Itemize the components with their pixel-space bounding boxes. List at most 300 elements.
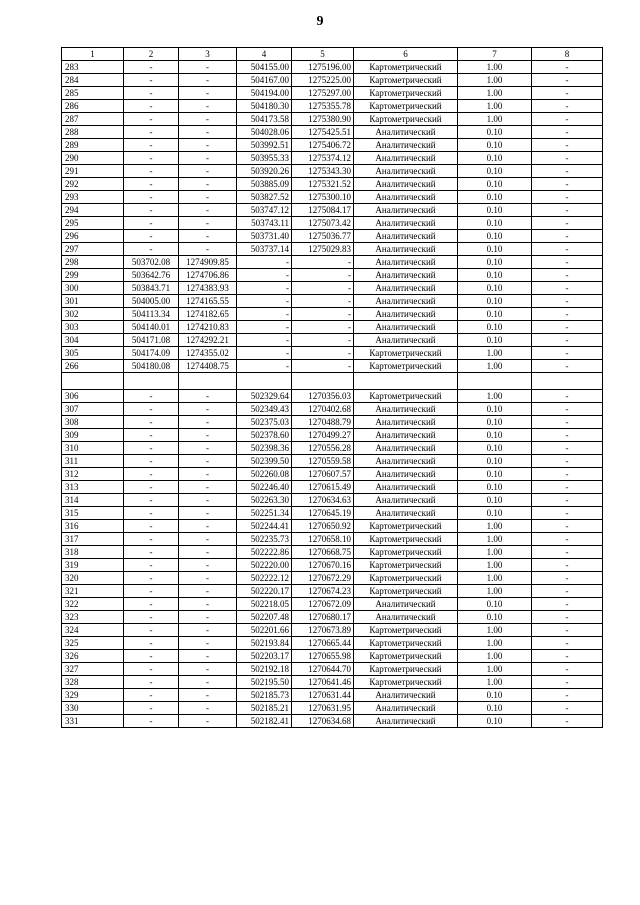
- x-coordinate-cell: 502260.08: [237, 468, 292, 481]
- column-header: 4: [237, 48, 292, 61]
- accuracy-cell: 0.10: [458, 334, 532, 347]
- accuracy-cell: 0.10: [458, 468, 532, 481]
- method-cell: Аналитический: [354, 308, 458, 321]
- y-coordinate-cell: 1270673.89: [292, 624, 354, 637]
- accuracy-cell: 0.10: [458, 217, 532, 230]
- y-coordinate-cell: 1270672.09: [292, 598, 354, 611]
- y-coordinate-cell: -: [179, 585, 237, 598]
- description-cell: -: [532, 282, 603, 295]
- x-coordinate-cell: -: [124, 481, 179, 494]
- method-cell: Картометрический: [354, 347, 458, 360]
- table-row: [62, 295, 603, 308]
- accuracy-cell: 1.00: [458, 113, 532, 126]
- description-cell: -: [532, 468, 603, 481]
- point-number-cell: 286: [62, 100, 124, 113]
- description-cell: -: [532, 455, 603, 468]
- y-coordinate-cell: 1275225.00: [292, 74, 354, 87]
- point-number-cell: 301: [62, 295, 124, 308]
- description-cell: -: [532, 598, 603, 611]
- method-cell: Аналитический: [354, 230, 458, 243]
- point-number-cell: 290: [62, 152, 124, 165]
- method-cell: Аналитический: [354, 204, 458, 217]
- x-coordinate-cell: -: [124, 663, 179, 676]
- description-cell: -: [532, 308, 603, 321]
- column-header: 1: [62, 48, 124, 61]
- y-coordinate-cell: -: [179, 572, 237, 585]
- point-number-cell: 326: [62, 650, 124, 663]
- method-cell: Картометрический: [354, 113, 458, 126]
- y-coordinate-cell: -: [179, 481, 237, 494]
- table-row: [62, 152, 603, 165]
- description-cell: -: [532, 520, 603, 533]
- y-coordinate-cell: 1275300.10: [292, 191, 354, 204]
- table-row: [62, 468, 603, 481]
- table-row: [62, 165, 603, 178]
- table-row: [62, 308, 603, 321]
- accuracy-cell: 0.10: [458, 269, 532, 282]
- x-coordinate-cell: -: [124, 217, 179, 230]
- method-cell: Картометрический: [354, 360, 458, 373]
- table-row: [62, 61, 603, 74]
- y-coordinate-cell: 1270631.95: [292, 702, 354, 715]
- point-number-cell: 308: [62, 416, 124, 429]
- y-coordinate-cell: 1270644.70: [292, 663, 354, 676]
- y-coordinate-cell: -: [179, 61, 237, 74]
- description-cell: -: [532, 256, 603, 269]
- accuracy-cell: 0.10: [458, 295, 532, 308]
- method-cell: Картометрический: [354, 676, 458, 689]
- x-coordinate-cell: 504113.34: [124, 308, 179, 321]
- y-coordinate-cell: -: [292, 256, 354, 269]
- description-cell: -: [532, 390, 603, 403]
- y-coordinate-cell: -: [179, 676, 237, 689]
- x-coordinate-cell: -: [124, 126, 179, 139]
- table-row: [62, 360, 603, 373]
- y-coordinate-cell: 1274292.21: [179, 334, 237, 347]
- description-cell: -: [532, 126, 603, 139]
- table-row: [62, 598, 603, 611]
- accuracy-cell: 0.10: [458, 282, 532, 295]
- x-coordinate-cell: 503737.14: [237, 243, 292, 256]
- accuracy-cell: 1.00: [458, 650, 532, 663]
- y-coordinate-cell: -: [292, 269, 354, 282]
- description-cell: -: [532, 546, 603, 559]
- x-coordinate-cell: -: [124, 165, 179, 178]
- y-coordinate-cell: 1274408.75: [179, 360, 237, 373]
- description-cell: -: [532, 321, 603, 334]
- method-cell: Аналитический: [354, 334, 458, 347]
- x-coordinate-cell: 502203.17: [237, 650, 292, 663]
- y-coordinate-cell: 1275084.17: [292, 204, 354, 217]
- y-coordinate-cell: 1275343.30: [292, 165, 354, 178]
- x-coordinate-cell: 504028.06: [237, 126, 292, 139]
- y-coordinate-cell: 1274182.65: [179, 308, 237, 321]
- accuracy-cell: 0.10: [458, 165, 532, 178]
- table-row: [62, 269, 603, 282]
- accuracy-cell: 0.10: [458, 308, 532, 321]
- x-coordinate-cell: -: [237, 269, 292, 282]
- x-coordinate-cell: -: [124, 230, 179, 243]
- point-number-cell: 319: [62, 559, 124, 572]
- x-coordinate-cell: 504155.00: [237, 61, 292, 74]
- accuracy-cell: 0.10: [458, 702, 532, 715]
- method-cell: Картометрический: [354, 637, 458, 650]
- y-coordinate-cell: [292, 373, 354, 390]
- point-number-cell: 297: [62, 243, 124, 256]
- point-number-cell: 313: [62, 481, 124, 494]
- method-cell: Аналитический: [354, 152, 458, 165]
- y-coordinate-cell: -: [292, 282, 354, 295]
- method-cell: Аналитический: [354, 126, 458, 139]
- description-cell: -: [532, 403, 603, 416]
- method-cell: Аналитический: [354, 429, 458, 442]
- table-row: [62, 507, 603, 520]
- x-coordinate-cell: 502220.00: [237, 559, 292, 572]
- x-coordinate-cell: -: [124, 611, 179, 624]
- y-coordinate-cell: -: [179, 390, 237, 403]
- accuracy-cell: 1.00: [458, 61, 532, 74]
- table-row: [62, 416, 603, 429]
- y-coordinate-cell: [179, 373, 237, 390]
- table-row: [62, 624, 603, 637]
- method-cell: Картометрический: [354, 559, 458, 572]
- y-coordinate-cell: 1270615.49: [292, 481, 354, 494]
- table-row: [62, 403, 603, 416]
- column-header: 5: [292, 48, 354, 61]
- x-coordinate-cell: -: [124, 87, 179, 100]
- point-number-cell: 316: [62, 520, 124, 533]
- description-cell: -: [532, 74, 603, 87]
- y-coordinate-cell: -: [179, 442, 237, 455]
- x-coordinate-cell: 502218.05: [237, 598, 292, 611]
- y-coordinate-cell: 1270668.75: [292, 546, 354, 559]
- y-coordinate-cell: -: [179, 650, 237, 663]
- table-header-row: [62, 48, 603, 61]
- x-coordinate-cell: [237, 373, 292, 390]
- column-header: 2: [124, 48, 179, 61]
- point-number-cell: 314: [62, 494, 124, 507]
- x-coordinate-cell: -: [124, 429, 179, 442]
- table-row: [62, 113, 603, 126]
- description-cell: -: [532, 507, 603, 520]
- method-cell: Картометрический: [354, 663, 458, 676]
- x-coordinate-cell: -: [124, 113, 179, 126]
- accuracy-cell: 1.00: [458, 585, 532, 598]
- accuracy-cell: 1.00: [458, 637, 532, 650]
- accuracy-cell: 0.10: [458, 689, 532, 702]
- y-coordinate-cell: 1270356.03: [292, 390, 354, 403]
- point-number-cell: 331: [62, 715, 124, 728]
- y-coordinate-cell: 1275355.78: [292, 100, 354, 113]
- accuracy-cell: 1.00: [458, 520, 532, 533]
- x-coordinate-cell: -: [124, 139, 179, 152]
- y-coordinate-cell: 1274355.02: [179, 347, 237, 360]
- table-row: [62, 191, 603, 204]
- y-coordinate-cell: -: [179, 624, 237, 637]
- x-coordinate-cell: 502185.73: [237, 689, 292, 702]
- method-cell: Аналитический: [354, 165, 458, 178]
- accuracy-cell: 1.00: [458, 87, 532, 100]
- y-coordinate-cell: -: [179, 689, 237, 702]
- description-cell: -: [532, 585, 603, 598]
- y-coordinate-cell: 1275406.72: [292, 139, 354, 152]
- y-coordinate-cell: -: [292, 321, 354, 334]
- method-cell: Аналитический: [354, 178, 458, 191]
- x-coordinate-cell: -: [124, 520, 179, 533]
- y-coordinate-cell: -: [292, 308, 354, 321]
- accuracy-cell: 1.00: [458, 676, 532, 689]
- accuracy-cell: 0.10: [458, 507, 532, 520]
- y-coordinate-cell: -: [292, 360, 354, 373]
- y-coordinate-cell: -: [179, 520, 237, 533]
- y-coordinate-cell: 1270634.63: [292, 494, 354, 507]
- method-cell: Картометрический: [354, 624, 458, 637]
- point-number-cell: 289: [62, 139, 124, 152]
- x-coordinate-cell: -: [124, 598, 179, 611]
- x-coordinate-cell: -: [124, 390, 179, 403]
- x-coordinate-cell: 502192.18: [237, 663, 292, 676]
- x-coordinate-cell: [124, 373, 179, 390]
- y-coordinate-cell: 1274909.85: [179, 256, 237, 269]
- table-row: [62, 178, 603, 191]
- accuracy-cell: 1.00: [458, 360, 532, 373]
- point-number-cell: 283: [62, 61, 124, 74]
- y-coordinate-cell: 1275380.90: [292, 113, 354, 126]
- y-coordinate-cell: -: [179, 178, 237, 191]
- x-coordinate-cell: 502251.34: [237, 507, 292, 520]
- point-number-cell: 322: [62, 598, 124, 611]
- x-coordinate-cell: -: [124, 507, 179, 520]
- y-coordinate-cell: -: [179, 663, 237, 676]
- x-coordinate-cell: -: [124, 468, 179, 481]
- method-cell: Аналитический: [354, 481, 458, 494]
- y-coordinate-cell: -: [292, 295, 354, 308]
- point-number-cell: 330: [62, 702, 124, 715]
- column-header: 3: [179, 48, 237, 61]
- table-row: [62, 74, 603, 87]
- method-cell: Картометрический: [354, 650, 458, 663]
- description-cell: -: [532, 295, 603, 308]
- description-cell: -: [532, 533, 603, 546]
- x-coordinate-cell: -: [237, 321, 292, 334]
- method-cell: Аналитический: [354, 295, 458, 308]
- x-coordinate-cell: -: [237, 360, 292, 373]
- point-number-cell: 303: [62, 321, 124, 334]
- x-coordinate-cell: -: [237, 256, 292, 269]
- x-coordinate-cell: -: [124, 74, 179, 87]
- table-row: [62, 481, 603, 494]
- x-coordinate-cell: 504171.08: [124, 334, 179, 347]
- description-cell: -: [532, 689, 603, 702]
- accuracy-cell: 0.10: [458, 481, 532, 494]
- x-coordinate-cell: 504180.08: [124, 360, 179, 373]
- point-number-cell: 321: [62, 585, 124, 598]
- x-coordinate-cell: 502195.50: [237, 676, 292, 689]
- accuracy-cell: 0.10: [458, 321, 532, 334]
- accuracy-cell: 1.00: [458, 100, 532, 113]
- x-coordinate-cell: -: [124, 191, 179, 204]
- method-cell: [354, 373, 458, 390]
- y-coordinate-cell: -: [179, 637, 237, 650]
- x-coordinate-cell: 504005.00: [124, 295, 179, 308]
- x-coordinate-cell: -: [124, 702, 179, 715]
- x-coordinate-cell: 502220.17: [237, 585, 292, 598]
- x-coordinate-cell: 502398.36: [237, 442, 292, 455]
- y-coordinate-cell: -: [179, 100, 237, 113]
- y-coordinate-cell: 1270402.68: [292, 403, 354, 416]
- x-coordinate-cell: 503731.40: [237, 230, 292, 243]
- method-cell: Аналитический: [354, 416, 458, 429]
- table-row: [62, 282, 603, 295]
- x-coordinate-cell: -: [124, 689, 179, 702]
- accuracy-cell: 0.10: [458, 494, 532, 507]
- accuracy-cell: [458, 373, 532, 390]
- table-row: [62, 126, 603, 139]
- x-coordinate-cell: -: [124, 676, 179, 689]
- description-cell: -: [532, 702, 603, 715]
- x-coordinate-cell: 504194.00: [237, 87, 292, 100]
- point-number-cell: 291: [62, 165, 124, 178]
- accuracy-cell: 1.00: [458, 347, 532, 360]
- description-cell: -: [532, 715, 603, 728]
- method-cell: Аналитический: [354, 243, 458, 256]
- point-number-cell: 309: [62, 429, 124, 442]
- table-row: [62, 204, 603, 217]
- method-cell: Аналитический: [354, 321, 458, 334]
- table-row: [62, 611, 603, 624]
- y-coordinate-cell: 1275029.83: [292, 243, 354, 256]
- method-cell: Аналитический: [354, 494, 458, 507]
- point-number-cell: 317: [62, 533, 124, 546]
- table-row: [62, 139, 603, 152]
- point-number-cell: 299: [62, 269, 124, 282]
- x-coordinate-cell: 504167.00: [237, 74, 292, 87]
- y-coordinate-cell: -: [179, 230, 237, 243]
- description-cell: -: [532, 481, 603, 494]
- description-cell: -: [532, 230, 603, 243]
- table-body: [62, 48, 603, 728]
- x-coordinate-cell: 502349.43: [237, 403, 292, 416]
- table-row: [62, 520, 603, 533]
- x-coordinate-cell: -: [237, 347, 292, 360]
- method-cell: Картометрический: [354, 87, 458, 100]
- y-coordinate-cell: -: [179, 243, 237, 256]
- point-number-cell: 293: [62, 191, 124, 204]
- accuracy-cell: 1.00: [458, 74, 532, 87]
- x-coordinate-cell: 502244.41: [237, 520, 292, 533]
- y-coordinate-cell: -: [179, 126, 237, 139]
- y-coordinate-cell: 1270559.58: [292, 455, 354, 468]
- y-coordinate-cell: 1275036.77: [292, 230, 354, 243]
- y-coordinate-cell: -: [179, 152, 237, 165]
- point-number-cell: 284: [62, 74, 124, 87]
- method-cell: Картометрический: [354, 390, 458, 403]
- point-number-cell: 310: [62, 442, 124, 455]
- point-number-cell: 307: [62, 403, 124, 416]
- y-coordinate-cell: 1275321.52: [292, 178, 354, 191]
- y-coordinate-cell: -: [179, 74, 237, 87]
- description-cell: -: [532, 637, 603, 650]
- method-cell: Аналитический: [354, 715, 458, 728]
- table-row: [62, 390, 603, 403]
- y-coordinate-cell: 1274165.55: [179, 295, 237, 308]
- method-cell: Аналитический: [354, 702, 458, 715]
- x-coordinate-cell: 502201.66: [237, 624, 292, 637]
- description-cell: -: [532, 494, 603, 507]
- y-coordinate-cell: 1270556.28: [292, 442, 354, 455]
- y-coordinate-cell: 1275374.12: [292, 152, 354, 165]
- y-coordinate-cell: -: [179, 533, 237, 546]
- method-cell: Картометрический: [354, 572, 458, 585]
- point-number-cell: 295: [62, 217, 124, 230]
- description-cell: -: [532, 139, 603, 152]
- column-header: 6: [354, 48, 458, 61]
- y-coordinate-cell: -: [179, 165, 237, 178]
- accuracy-cell: 0.10: [458, 126, 532, 139]
- y-coordinate-cell: -: [179, 217, 237, 230]
- x-coordinate-cell: 502263.30: [237, 494, 292, 507]
- method-cell: Аналитический: [354, 269, 458, 282]
- y-coordinate-cell: 1270680.17: [292, 611, 354, 624]
- method-cell: Аналитический: [354, 611, 458, 624]
- y-coordinate-cell: 1275425.51: [292, 126, 354, 139]
- x-coordinate-cell: 502378.60: [237, 429, 292, 442]
- table-row: [62, 455, 603, 468]
- point-number-cell: 315: [62, 507, 124, 520]
- x-coordinate-cell: -: [124, 650, 179, 663]
- y-coordinate-cell: -: [179, 429, 237, 442]
- x-coordinate-cell: 502246.40: [237, 481, 292, 494]
- accuracy-cell: 0.10: [458, 204, 532, 217]
- method-cell: Аналитический: [354, 507, 458, 520]
- table-row: [62, 100, 603, 113]
- y-coordinate-cell: -: [179, 87, 237, 100]
- method-cell: Картометрический: [354, 100, 458, 113]
- x-coordinate-cell: 502182.41: [237, 715, 292, 728]
- x-coordinate-cell: -: [124, 178, 179, 191]
- description-cell: -: [532, 191, 603, 204]
- description-cell: -: [532, 676, 603, 689]
- table-row: [62, 546, 603, 559]
- table-row: [62, 217, 603, 230]
- method-cell: Аналитический: [354, 217, 458, 230]
- method-cell: Картометрический: [354, 61, 458, 74]
- method-cell: Аналитический: [354, 689, 458, 702]
- y-coordinate-cell: 1270650.92: [292, 520, 354, 533]
- table-row: [62, 702, 603, 715]
- x-coordinate-cell: -: [237, 334, 292, 347]
- y-coordinate-cell: 1270641.46: [292, 676, 354, 689]
- x-coordinate-cell: 503920.26: [237, 165, 292, 178]
- method-cell: Аналитический: [354, 256, 458, 269]
- accuracy-cell: 1.00: [458, 663, 532, 676]
- point-number-cell: 311: [62, 455, 124, 468]
- x-coordinate-cell: 502193.84: [237, 637, 292, 650]
- x-coordinate-cell: 502375.03: [237, 416, 292, 429]
- point-number-cell: 266: [62, 360, 124, 373]
- x-coordinate-cell: -: [124, 152, 179, 165]
- method-cell: Картометрический: [354, 520, 458, 533]
- point-number-cell: 327: [62, 663, 124, 676]
- method-cell: Аналитический: [354, 468, 458, 481]
- accuracy-cell: 0.10: [458, 598, 532, 611]
- table-row: [62, 243, 603, 256]
- x-coordinate-cell: 503747.12: [237, 204, 292, 217]
- point-number-cell: 294: [62, 204, 124, 217]
- x-coordinate-cell: 502222.86: [237, 546, 292, 559]
- y-coordinate-cell: 1270658.10: [292, 533, 354, 546]
- x-coordinate-cell: 502185.21: [237, 702, 292, 715]
